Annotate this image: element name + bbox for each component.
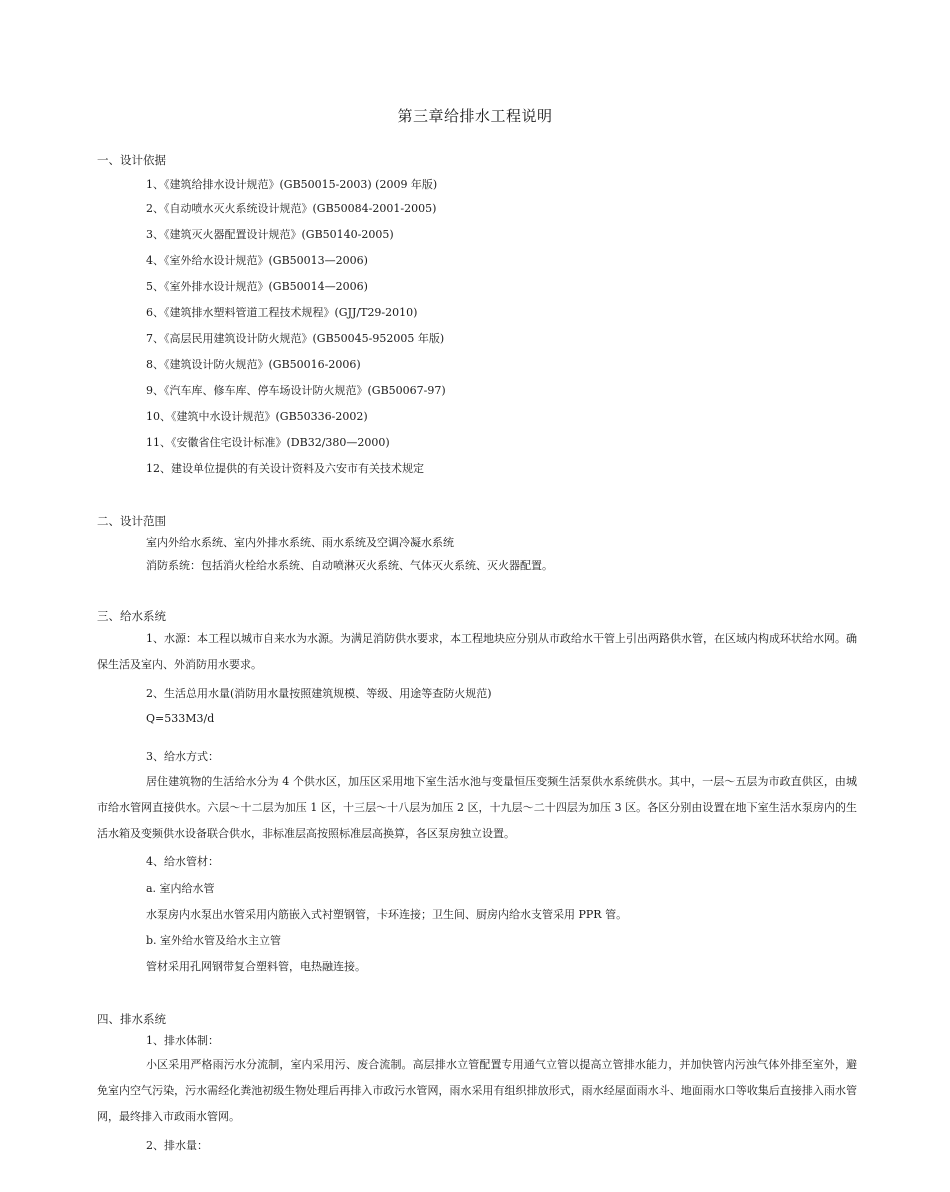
- paragraph-indoor-pipe-detail: 水泵房内水泵出水管采用内筋嵌入式衬塑钢管，卡环连接；卫生间、厨房内给水支管采用 PPR 管。: [146, 908, 628, 921]
- list-item: 12、建设单位提供的有关设计资料及六安市有关技术规定: [146, 462, 424, 475]
- scope-line: 室内外给水系统、室内外排水系统、雨水系统及空调冷凝水系统: [146, 536, 454, 549]
- list-item: 1、《建筑给排水设计规范》(GB50015-2003) (2009 年版): [146, 178, 438, 191]
- list-item: 3、《建筑灭火器配置设计规范》(GB50140-2005): [146, 228, 394, 241]
- section-heading-design-basis: 一、设计依据: [97, 153, 166, 167]
- paragraph-pipe-material: 4、给水管材：: [146, 855, 219, 868]
- list-item: 9、《汽车库、修车库、停车场设计防火规范》(GB50067-97): [146, 384, 446, 397]
- paragraph-outdoor-pipe: b. 室外给水管及给水主立管: [146, 934, 282, 947]
- water-quantity: Q=533M3/d: [146, 712, 215, 725]
- list-item: 4、《室外给水设计规范》(GB50013—2006): [146, 254, 368, 267]
- paragraph-outdoor-pipe-detail: 管材采用孔网钢带复合塑料管，电热融连接。: [146, 960, 366, 973]
- paragraph-indoor-pipe: a. 室内给水管: [146, 882, 215, 895]
- list-item: 6、《建筑排水塑料管道工程技术规程》(GJJ/T29-2010): [146, 306, 418, 319]
- paragraph-drainage-system: 1、排水体制：: [146, 1034, 219, 1047]
- list-item: 8、《建筑设计防火规范》(GB50016-2006): [146, 358, 361, 371]
- list-item: 7、《高层民用建筑设计防火规范》(GB50045-952005 年版): [146, 332, 445, 345]
- paragraph-drainage-detail: 小区采用严格雨污水分流制，室内采用污、废合流制。高层排水立管配置专用通气立管以提高立管排水能力，并加快管内污浊气体外排至室外，避免室内空气污染，污水需经化粪池初级生物处理后再排入市政污水管网，雨水采用有组织排放形式，雨水经屋面雨水斗、地面雨水口等收集后直接排入雨水管网，最终排入市政雨水管网。: [97, 1058, 857, 1123]
- list-item: 11、《安徽省住宅设计标准》(DB32/380—2000): [146, 436, 390, 449]
- scope-line: 消防系统：包括消火栓给水系统、自动喷淋灭火系统、气体灭火系统、灭火器配置。: [146, 559, 553, 572]
- section-heading-water-supply: 三、给水系统: [97, 609, 166, 623]
- paragraph-water-source: 1、水源：本工程以城市自来水为水源。为满足消防供水要求，本工程地块应分别从市政给水干管上引出两路供水管，在区域内构成环状给水网。确保生活及室内、外消防用水要求。: [97, 632, 857, 671]
- list-item: 5、《室外排水设计规范》(GB50014—2006): [146, 280, 368, 293]
- paragraph-drainage-volume: 2、排水量：: [146, 1139, 208, 1152]
- page-title: 第三章给排水工程说明: [397, 107, 553, 125]
- list-item: 2、《自动喷水灭火系统设计规范》(GB50084-2001-2005): [146, 202, 437, 215]
- paragraph-supply-mode: 3、给水方式：: [146, 750, 219, 763]
- paragraph-water-usage: 2、生活总用水量(消防用水量按照建筑规模、等级、用途等查防火规范): [146, 687, 492, 700]
- section-heading-drainage: 四、排水系统: [97, 1012, 166, 1026]
- list-item: 10、《建筑中水设计规范》(GB50336-2002): [146, 410, 368, 423]
- section-heading-design-scope: 二、设计范围: [97, 514, 166, 528]
- paragraph-supply-zones: 居住建筑物的生活给水分为 4 个供水区，加压区采用地下室生活水池与变量恒压变频生活泵供水系统供水。其中，一层～五层为市政直供区，由城市给水管网直接供水。六层～十二层为加压 1 区，十三层～十八层为加压 2 区，十九层～二十四层为加压 3 区。各区分别由设置在地下室生活水泵房内的生活水箱及变频供水设备联合供水，非标准层高按照标准层高换算，各区泵房独立设置。: [97, 775, 857, 840]
